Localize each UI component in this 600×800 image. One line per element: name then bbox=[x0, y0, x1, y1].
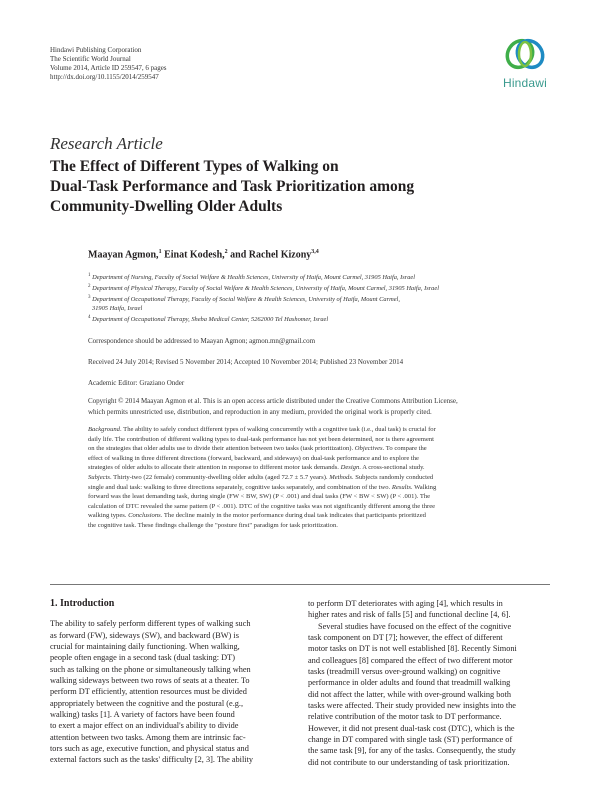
copyright-notice bbox=[88, 396, 558, 417]
affiliation-text: Department of Occupational Therapy, Sheba Medical Center, 5262000 Tel Hashomer, Israel bbox=[92, 316, 329, 324]
section-heading: 1. Introduction bbox=[50, 598, 115, 609]
affiliation-text: Department of Physical Therapy, Faculty of Social Welfare & Health Sciences, University of Haifa, Mount Carmel, 31905 Haifa, Israel bbox=[92, 285, 439, 293]
author-sup: 2 bbox=[224, 249, 228, 255]
text-line: people often engage in a second task (dual tasking: DT) bbox=[50, 653, 236, 663]
right-column bbox=[308, 598, 551, 768]
text-line: walking sideways between two rows of seats at a theater. To bbox=[50, 676, 250, 686]
hindawi-logo bbox=[497, 34, 553, 90]
text-line: tasks (treadmill versus over-ground walking) on cognitive bbox=[308, 667, 501, 677]
text-line: task component on DT [7]; however, the effect of different bbox=[308, 633, 503, 643]
copyright-line: which permits unrestricted use, distribution, and reproduction in any medium, provided the original work is properly cited. bbox=[88, 407, 432, 416]
abstract-label: Methods bbox=[329, 473, 352, 481]
title-line: Community-Dwelling Older Adults bbox=[50, 198, 283, 215]
academic-editor: Academic Editor: Graziano Onder bbox=[88, 379, 185, 387]
abstract-label: Conclusions bbox=[128, 512, 161, 520]
affiliation-sup: 3 bbox=[88, 295, 91, 301]
text-line: such as talking on the phone or simultaneously talking when bbox=[50, 664, 251, 674]
text-line: However, it did not present dual-task cost (DTC), which is the bbox=[308, 723, 515, 733]
text-line: change in DT compared with single task (ST) performance of bbox=[308, 735, 513, 745]
abstract-text: . Walking bbox=[410, 483, 437, 491]
affiliation-text: Department of Occupational Therapy, Faculty of Social Welfare & Health Sciences, University of Haifa, Mount Carmel, bbox=[92, 296, 400, 304]
text-line: tors such as age, executive function, and physical status and bbox=[50, 744, 249, 754]
publication-info bbox=[50, 46, 167, 82]
affiliation-item bbox=[88, 293, 558, 304]
author-sup: 1 bbox=[158, 249, 162, 255]
abstract-label: Background bbox=[88, 426, 120, 433]
author-name: Maayan Agmon, bbox=[88, 249, 159, 261]
publisher-name: Hindawi Publishing Corporation bbox=[50, 46, 142, 54]
text-line: as forward (FW), sideways (SW), and backward (BW) is bbox=[50, 630, 239, 640]
title-line: Dual-Task Performance and Task Prioritization among bbox=[50, 178, 415, 195]
abstract bbox=[88, 425, 551, 531]
text-line: walking) tasks [1]. A variety of factors have been found bbox=[50, 710, 235, 720]
text-line: perform DT efficiently, attention resources must be divided bbox=[50, 687, 247, 697]
text-line: higher rates and risk of falls [5] and functional decline [4, 6]. bbox=[308, 610, 511, 620]
text-line: and colleagues [8] compared the effect of two different motor bbox=[308, 655, 513, 665]
abstract-text: . The decline mainly in the motor performance during dual task indicates that participants prioritized bbox=[160, 512, 426, 520]
author-name: Einat Kodesh, bbox=[164, 249, 225, 261]
affiliation-item bbox=[88, 282, 558, 293]
paragraph bbox=[308, 621, 551, 768]
abstract-label: Objectives bbox=[354, 445, 383, 453]
abstract-text: . The ability to safely conduct different types of walking concurrently with a cognitive task (i.e., dual task) is crucial for bbox=[119, 426, 436, 433]
author-name: and Rachel Kizony bbox=[230, 249, 312, 261]
paragraph bbox=[308, 598, 551, 621]
text-line: motor tasks on DT is not well established [8]. Recently Simoni bbox=[308, 644, 517, 654]
article-type: Research Article bbox=[50, 134, 163, 153]
hindawi-rings-icon bbox=[503, 34, 547, 74]
text-line: tasks were affected. Their study provided new insights into the bbox=[308, 701, 516, 711]
abstract-text: single and dual task: walking to three directions separately, cognitive tasks separately, and combination of the two. bbox=[88, 483, 392, 491]
author-list bbox=[88, 249, 319, 260]
journal-name: The Scientific World Journal bbox=[50, 55, 131, 63]
abstract-text: on the strategies that older adults use to divide their attention between two tasks (task prioritization). bbox=[88, 445, 355, 453]
author-sup: 3,4 bbox=[311, 249, 319, 255]
section-divider bbox=[50, 584, 550, 585]
text-line: crucial for maintaining daily functioning. When walking, bbox=[50, 642, 240, 652]
text-line: did not affect the latter, while with over-ground walking both bbox=[308, 689, 512, 699]
doi-link[interactable]: http://dx.doi.org/10.1155/2014/259547 bbox=[50, 73, 159, 81]
affiliation-sup: 4 bbox=[88, 315, 91, 321]
text-line: did not contribute to our understanding of task prioritization. bbox=[308, 757, 510, 767]
text-line: appropriately between the cognitive and the postural (e.g., bbox=[50, 698, 244, 708]
affiliation-item bbox=[88, 313, 558, 324]
abstract-label: Results bbox=[391, 483, 411, 491]
title-line: The Effect of Different Types of Walking on bbox=[50, 158, 339, 175]
abstract-text: forward was the least demanding task, during single (FW < BW, SW) (P < .001) and dual tasks (FW < BW < SW) (P < .001). The bbox=[88, 493, 431, 501]
abstract-label: Subjects bbox=[88, 473, 110, 481]
abstract-label: Design bbox=[340, 464, 360, 472]
affiliation-sup: 1 bbox=[88, 273, 91, 278]
left-column bbox=[50, 598, 293, 766]
text-line: external factors such as the tasks' difficulty [2, 3]. The ability bbox=[50, 755, 254, 765]
volume-line: Volume 2014, Article ID 259547, 6 pages bbox=[50, 64, 167, 72]
affiliation-sup: 2 bbox=[88, 284, 91, 290]
correspondence: Correspondence should be addressed to Maayan Agmon; agmon.mn@gmail.com bbox=[88, 337, 316, 345]
affiliations bbox=[88, 271, 558, 325]
text-line: Several studies have focused on the effect of the cognitive bbox=[318, 621, 512, 631]
paragraph bbox=[50, 618, 293, 765]
abstract-text: . To compare the bbox=[382, 445, 427, 453]
text-line: attention between two tasks. Among them are intrinsic fac- bbox=[50, 732, 246, 742]
affiliation-continuation: 31905 Haifa, Israel bbox=[92, 305, 143, 313]
abstract-text: daily life. The contribution of different walking types to dual-task performance has not yet been determined, nor is there agreement bbox=[88, 435, 434, 443]
text-line: relative contribution of the motor task to DT performance. bbox=[308, 712, 502, 722]
text-line: performance in older adults and found that treadmill walking bbox=[308, 678, 511, 688]
abstract-text: . Subjects randomly conducted bbox=[351, 473, 434, 481]
abstract-text: strategies of older adults to allocate their attention in response to different motor task demands. bbox=[88, 464, 341, 472]
abstract-text: calculation of DTC revealed the same pattern (P < .001). DTC of the cognitive tasks was not significantly different among the three bbox=[88, 502, 436, 510]
affiliation-item bbox=[88, 271, 558, 282]
abstract-text: walking types. bbox=[88, 512, 129, 520]
abstract-text: . Thirty-two (22 female) community-dwelling older adults (aged 72.7 ± 5.7 years). bbox=[109, 473, 330, 481]
logo-text: Hindawi bbox=[502, 76, 548, 90]
abstract-text: the cognitive task. These findings challenge the "posture first" paradigm for task prioritization. bbox=[88, 521, 338, 529]
text-line: the same task [9], for any of the tasks. Consequently, the study bbox=[308, 746, 516, 756]
affiliation-text: Department of Nursing, Faculty of Social Welfare & Health Sciences, University of Haifa, Mount Carmel, 31905 Haifa, Israel bbox=[92, 274, 416, 282]
text-line: to exert a major effect on an individual's ability to divide bbox=[50, 721, 239, 731]
publication-dates: Received 24 July 2014; Revised 5 November 2014; Accepted 10 November 2014; Published 23 November 2014 bbox=[88, 358, 404, 366]
article-title bbox=[50, 157, 550, 217]
text-line: to perform DT deteriorates with aging [4], which results in bbox=[308, 599, 503, 608]
abstract-text: . A cross-sectional study. bbox=[359, 464, 425, 472]
abstract-text: effect of walking in three different directions (forward, backward, and sideways) on dual-task performance and to explore the bbox=[88, 454, 419, 462]
copyright-line: Copyright © 2014 Maayan Agmon et al. This is an open access article distributed under the Creative Commons Attribution License, bbox=[88, 397, 458, 405]
text-line: The ability to safely perform different types of walking such bbox=[50, 619, 251, 629]
